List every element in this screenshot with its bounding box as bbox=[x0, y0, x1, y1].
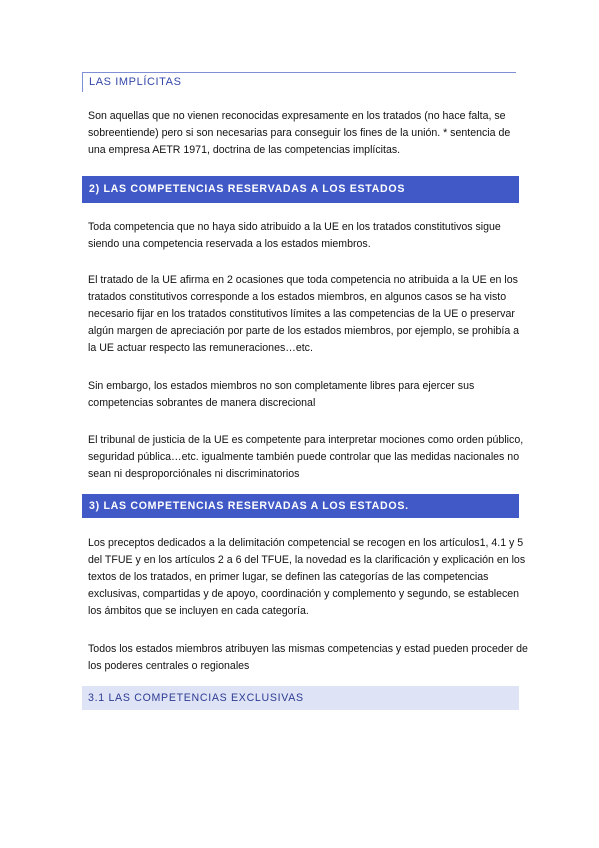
section-banner-reservadas: 2) LAS COMPETENCIAS RESERVADAS A LOS ESTADOS bbox=[82, 176, 519, 203]
paragraph-reservadas-2: El tratado de la UE afirma en 2 ocasiones que toda competencia no atribuida a la UE en los tratados constitutivos corresponde a los estados miembros, en algunos casos se ha visto necesario fijar en los tratados constitutivos límites a las competencias de la UE o preservar algún margen de apreciación por parte de los estados miembros, por ejemplo, se prohibía a la UE actuar respecto las remuneraciones…etc. bbox=[88, 274, 520, 354]
section-banner-reservadas-2: 3) LAS COMPETENCIAS RESERVADAS A LOS ESTADOS. bbox=[82, 494, 519, 518]
paragraph-reservadas-4: El tribunal de justicia de la UE es competente para interpretar mociones como orden público, seguridad pública…etc. igualmente también puede controlar que las medidas nacionales no sean ni desproporciónales ni discriminatorios bbox=[88, 434, 524, 480]
subsection-heading-exclusivas: 3.1 LAS COMPETENCIAS EXCLUSIVAS bbox=[82, 686, 519, 710]
paragraph-estados-miembros: Todos los estados miembros atribuyen las mismas competencias y estad pueden proceder de los poderes centrales o regionales bbox=[88, 643, 528, 672]
paragraph-reservadas-3: Sin embargo, los estados miembros no son completamente libres para ejercer sus competencias sobrantes de manera discrecional bbox=[88, 380, 475, 409]
paragraph-delimitacion: Los preceptos dedicados a la delimitación competencial se recogen en los artículos1, 4.1 y 5 del TFUE y en los artículos 2 a 6 del TFUE, la novedad es la clarificación y explicación en los textos de los tratados, en primer lugar, se definen las categorías de las competencias exclusivas, compartidas y de apoyo, coordinación y complemento y segundo, se establecen los ámbitos que se incluyen en cada categoría. bbox=[88, 537, 526, 617]
section-heading-implicitas: LAS IMPLÍCITAS bbox=[82, 72, 516, 92]
paragraph-reservadas-1: Toda competencia que no haya sido atribuido a la UE en los tratados constitutivos sigue siendo una competencia reservada a los estados miembros. bbox=[88, 221, 501, 250]
paragraph-implicitas: Son aquellas que no vienen reconocidas expresamente en los tratados (no hace falta, se sobreentiende) pero si son necesarias para conseguir los fines de la unión. * sentencia de una empresa AETR 1971, doctrina de las competencias implícitas. bbox=[88, 110, 511, 156]
